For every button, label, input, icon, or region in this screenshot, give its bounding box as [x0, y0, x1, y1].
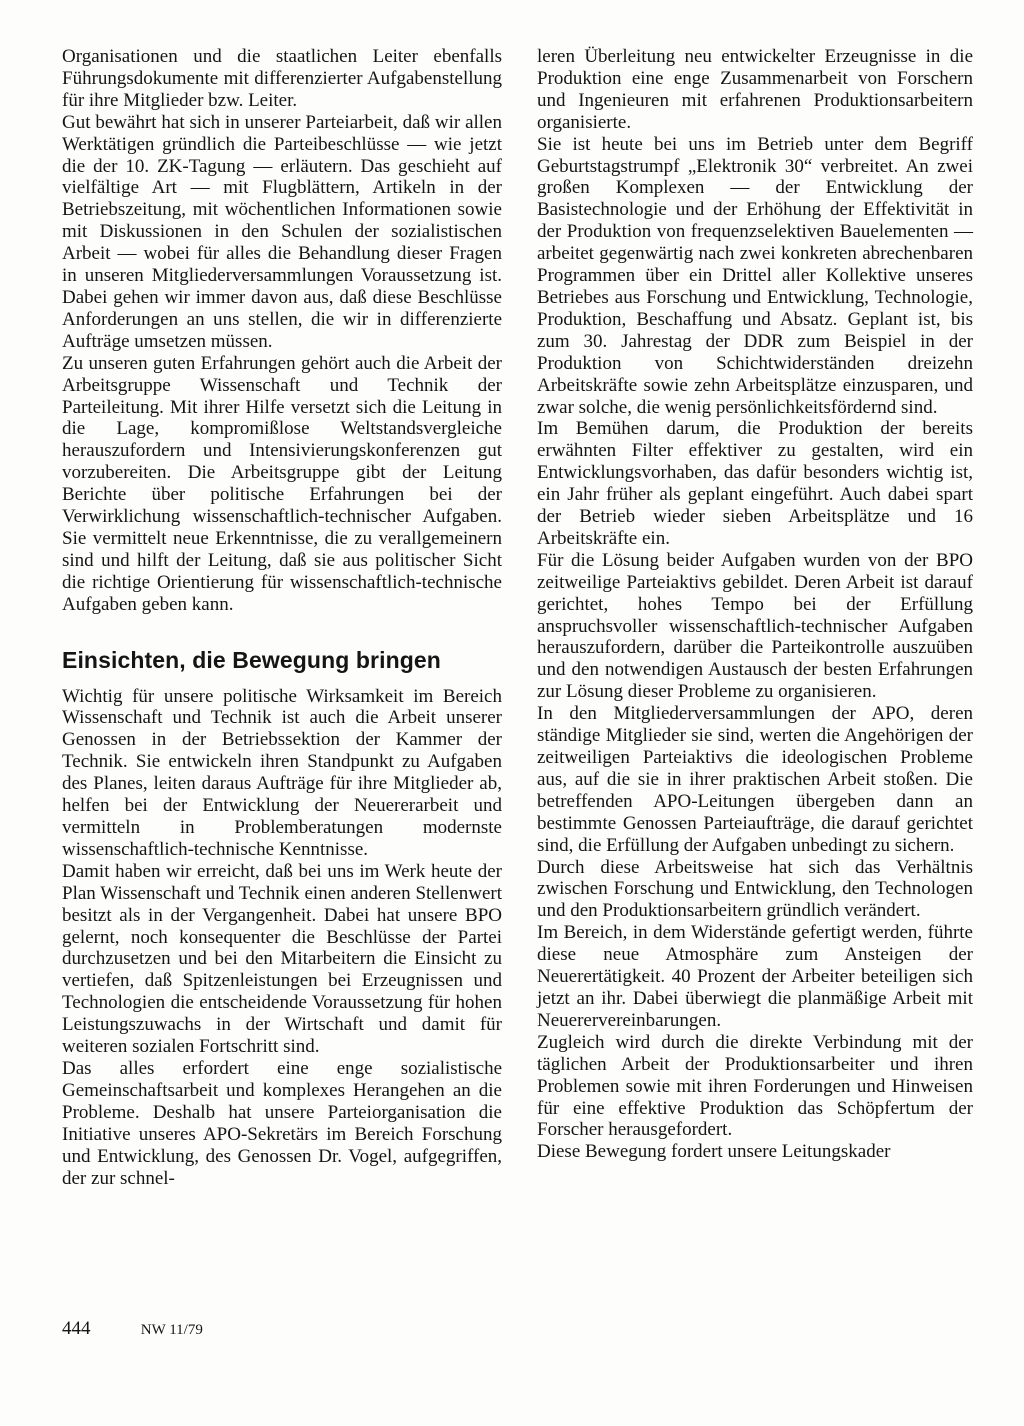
paragraph: Gut bewährt hat sich in unserer Parteiarbeit, daß wir allen Werktätigen gründlich die Parteibeschlüsse — wie jetzt die der 10. ZK-Tagung — erläutern. Das geschieht auf vielfältige Art — mit Flugblättern, Artikeln in der Betriebszeitung, mit wöchentlichen Informationen sowie mit Diskussionen in den Schulen der sozialistischen Arbeit — wobei für alles die Behandlung dieser Fragen in unseren Mitgliederversammlungen Voraussetzung ist. Dabei gehen wir immer davon aus, daß diese Beschlüsse Anforderungen an uns stellen, die wir in differenzierte Aufträge umsetzen müssen. [62, 111, 502, 352]
paragraph: Im Bereich, in dem Widerstände gefertigt werden, führte diese neue Atmosphäre zum Ansteigen der Neuerertätigkeit. 40 Prozent der Arbeiter beteiligen sich jetzt an ihr. Dabei überwiegt die planmäßige Arbeit mit Neuerervereinbarungen. [537, 922, 973, 1031]
right-column [537, 46, 973, 1163]
paragraph: Damit haben wir erreicht, daß bei uns im Werk heute der Plan Wissenschaft und Technik einen anderen Stellenwert besitzt als in der Vergangenheit. Dabei hat unsere BPO gelernt, noch konsequenter die Beschlüsse der Partei durchzusetzen und bei den Mitarbeitern die Einsicht zu vertiefen, daß Spitzenleistungen bei Erzeugnissen und Technologien die entscheidende Voraussetzung für hohen Leistungszuwachs in der Wirtschaft und damit für weiteren sozialen Fortschritt sind. [62, 860, 502, 1058]
paragraph: leren Überleitung neu entwickelter Erzeugnisse in die Produktion eine enge Zusammenarbeit von Forschern und Ingenieuren mit erfahrenen Produktionsarbeitern organisierte. [537, 46, 973, 133]
paragraph: Zugleich wird durch die direkte Verbindung mit der täglichen Arbeit der Produktionsarbeiter und ihren Problemen sowie mit ihren Forderungen und Hinweisen für eine effektive Produktion das Schöpfertum der Forscher herausgefordert. [537, 1031, 973, 1141]
paragraph: Diese Bewegung fordert unsere Leitungskader [537, 1141, 891, 1163]
paragraph: In den Mitgliederversammlungen der APO, deren ständige Mitglieder sie sind, werten die Angehörigen der zeitweiligen Parteiaktivs die ideologischen Probleme aus, auf die sie in ihrer praktischen Arbeit stoßen. Die betreffenden APO-Leitungen übergeben dann an bestimmte Genossen Parteiaufträge, die darauf gerichtet sind, die Erfüllung der Aufgaben unbedingt zu sichern. [537, 703, 973, 856]
page-footer [62, 1318, 203, 1341]
paragraph: Wichtig für unsere politische Wirksamkeit im Bereich Wissenschaft und Technik ist auch die Arbeit unserer Genossen in der Betriebssektion der Kammer der Technik. Sie entwickeln ihren Standpunkt zu Aufgaben des Planes, leiten daraus Aufträge für ihre Mitglieder ab, helfen bei der Entwicklung der Neuererarbeit und vermitteln in Problemberatungen modernste wissenschaftlich-technische Kenntnisse. [62, 685, 502, 860]
paragraph: Im Bemühen darum, die Produktion der bereits erwähnten Filter effektiver zu gestalten, wird ein Entwicklungsvorhaben, das dafür besonders wichtig ist, ein Jahr früher als geplant eingeführt. Auch dabei spart der Betrieb wieder sieben Arbeitsplätze und 16 Arbeitskräfte ein. [537, 418, 973, 549]
paragraph: Sie ist heute bei uns im Betrieb unter dem Begriff Geburtstagstrumpf „Elektronik 30“ verbreitet. An zwei großen Komplexen — der Entwicklung der Basistechnologie und der Erhöhung der Effektivität in der Produktion von frequenzselektiven Bauelementen — arbeitet gegenwärtig nach zwei konkreten abrechenbaren Programmen über ein Drittel aller Kollektive unseres Betriebes aus Forschung und Entwicklung, Technologie, Produktion, Beschaffung und Absatz. Geplant ist, bis zum 30. Jahrestag der DDR zum Beispiel in der Produktion von Schichtwiderständen dreizehn Arbeitskräfte sowie zehn Arbeitsplätze einzusparen, und zwar solche, die wenig persönlichkeitsfördernd sind. [537, 133, 973, 418]
paragraph: Für die Lösung beider Aufgaben wurden von der BPO zeitweilige Parteiaktivs gebildet. Deren Arbeit ist darauf gerichtet, hohes Tempo bei der Erfüllung anspruchsvoller wissenschaftlich-technischer Aufgaben herauszufordern, darüber die Parteikontrolle auszuüben und den notwendigen Austausch der besten Erfahrungen zur Lösung dieser Probleme zu organisieren. [537, 549, 973, 703]
paragraph: Das alles erfordert eine enge sozialistische Gemeinschaftsarbeit und komplexes Herangehen an die Probleme. Deshalb hat unsere Parteiorganisation die Initiative unseres APO-Sekretärs im Bereich Forschung und Entwicklung, des Genossen Dr. Vogel, aufgegriffen, der zur schnel- [62, 1057, 502, 1189]
section-heading: Einsichten, die Bewegung bringen [62, 646, 441, 673]
left-column [62, 46, 502, 1189]
paragraph: Zu unseren guten Erfahrungen gehört auch die Arbeit der Arbeitsgruppe Wissenschaft und Technik der Parteileitung. Mit ihrer Hilfe versetzt sich die Leitung in die Lage, kompromißlose Weltstandsvergleiche herauszufordern und Intensivierungskonferenzen gut vorzubereiten. Die Arbeitsgruppe gibt der Leitung Berichte über politische Erfahrungen bei der Verwirklichung wissenschaftlich-technischer Aufgaben. Sie vermittelt neue Erkenntnisse, die zu verallgemeinern sind und hilft der Leitung, daß sie aus politischer Sicht die richtige Orientierung für wissenschaftlich-technische Aufgaben geben kann. [62, 352, 502, 615]
page-number: 444 [62, 1318, 91, 1339]
paragraph: Durch diese Arbeitsweise hat sich das Verhältnis zwischen Forschung und Entwicklung, den Technologen und den Produktionsarbeitern gründlich verändert. [537, 856, 973, 922]
issue-label: NW 11/79 [140, 1322, 203, 1338]
paragraph: Organisationen und die staatlichen Leiter ebenfalls Führungsdokumente mit differenzierter Aufgabenstellung für ihre Mitglieder bzw. Leiter. [62, 46, 502, 111]
